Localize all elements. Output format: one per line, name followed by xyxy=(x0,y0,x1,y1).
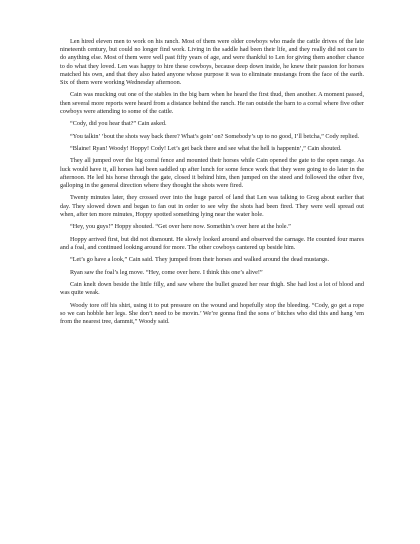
document-page xyxy=(60,38,364,330)
paragraph-11: Ryan saw the foal’s leg move. “Hey, come over here. I think this one’s alive!” xyxy=(70,268,263,276)
paragraph-8: “Hey, you guys!” Hoppy shouted. “Get over here now. Somethin’s over here at the hole.” xyxy=(70,223,291,231)
paragraph-10: “Let’s go have a look,” Cain said. They jumped from their horses and walked around the dead mustangs. xyxy=(70,256,330,264)
paragraph-6: They all jumped over the big corral fence and mounted their horses while Cain opened the gate to the open range. As luck would have it, all horses had been saddled up after lunch for some fence work that they were going to do later in the afternoon. He led his horse through the gate, closed it behind him, then jumped on the steed and followed the other five, galloping in the general direction where they thought the shots were fired. xyxy=(60,157,364,189)
paragraph-1: Len hired eleven men to work on his ranch. Most of them were older cowboys who made the cattle drives of the late nineteenth century, but could no longer find work. Living in the saddle had been their life, and they really did not care to do anything else. Most of them were well past fifty years of age, and were thankful to Len for giving them another chance to do what they loved. Len was happy to hire these cowboys, because deep down inside, he knew their passion for horses matched his own, and that they also hated anyone whose purpose it was to eliminate mustangs from the face of the earth. Six of them were working Wednesday afternoon. xyxy=(60,38,364,87)
paragraph-13: Woody tore off his shirt, using it to put pressure on the wound and hopefully stop the bleeding. “Cody, go get a rope so we can hobble her legs. She don’t need to be movin.’ We’re gonna find the sons o’ bitches who did this and hang ’em from the nearest tree, dammit,” Woody said. xyxy=(60,301,364,325)
paragraph-2: Cain was mucking out one of the stables in the big barn when he heard the first thud, then another. A moment passed, then several more reports were heard from a distance behind the ranch. He ran outside the barn to a corral where five other cowboys were attending to some of the cattle. xyxy=(60,91,364,115)
paragraph-12: Cain knelt down beside the little filly, and saw where the bullet grazed her rear thigh. She had lost a lot of blood and was quite weak. xyxy=(60,280,364,297)
paragraph-4: “You talkin’ ’bout the shots way back there? What’s goin’ on? Somebody’s up to no good, I’ll betcha,” Cody replied. xyxy=(70,132,360,140)
paragraph-9: Hoppy arrived first, but did not dismount. He slowly looked around and observed the carnage. He counted four mares and a foal, and continued looking around for more. The other cowboys cantered up beside him. xyxy=(60,235,364,251)
paragraph-5: “Blaine! Ryan! Woody! Hoppy! Cody! Let’s get back there and see what the hell is happenin’,” Cain shouted. xyxy=(70,144,342,152)
paragraph-3: “Cody, did you hear that?” Cain asked. xyxy=(70,120,167,128)
paragraph-7: Twenty minutes later, they crossed over into the huge parcel of land that Len was talking to Greg about earlier that day. They slowed down and began to fan out in order to see why the shots had been fired. They were well spread out when, after ten more minutes, Hoppy spotted something lying near the water hole. xyxy=(60,194,364,218)
